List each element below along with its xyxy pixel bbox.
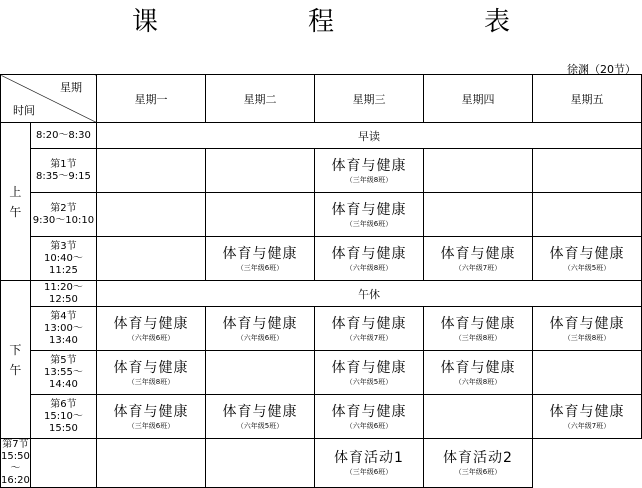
time-range: 13:55～14:40	[44, 366, 83, 390]
schedule-cell	[423, 237, 532, 281]
time-cell	[30, 281, 96, 307]
subject-label: 体育与健康	[440, 245, 516, 262]
subject-label: 体育活动1	[334, 450, 404, 466]
period-label: 第2节	[50, 202, 77, 214]
subject-label: 体育与健康	[113, 403, 189, 420]
schedule-cell	[423, 149, 532, 193]
schedule-cell	[532, 237, 641, 281]
time-cell	[30, 307, 96, 351]
class-label: （六年级8班）	[345, 263, 393, 272]
schedule-cell	[532, 149, 641, 193]
subject-label: 体育与健康	[440, 315, 516, 332]
schedule-cell	[30, 439, 96, 488]
schedule-cell	[423, 307, 532, 351]
schedule-cell	[532, 351, 641, 395]
class-label: （六年级8班）	[454, 377, 502, 386]
class-label: （三年级6班）	[454, 468, 502, 476]
period-row	[1, 307, 642, 351]
schedule-cell	[97, 193, 206, 237]
teacher-label: 徐渊（20节）	[567, 63, 636, 76]
period-label: 第6节	[50, 398, 77, 410]
subject-label: 体育与健康	[222, 403, 298, 420]
schedule-cell	[423, 439, 532, 488]
subject-label: 体育与健康	[331, 359, 407, 376]
time-cell	[30, 149, 96, 193]
time-range: 8:20～8:30	[35, 129, 91, 141]
schedule-cell	[315, 307, 424, 351]
subject-label: 体育与健康	[331, 315, 407, 332]
subject-label: 体育与健康	[549, 403, 625, 420]
class-label: （三年级6班）	[345, 468, 393, 476]
time-cell	[1, 439, 31, 488]
subject-label: 体育与健康	[331, 157, 407, 174]
page-title: 课 程 表	[131, 7, 572, 37]
time-range: 9:30～10:10	[32, 214, 95, 226]
day-header-2: 星期二	[206, 75, 315, 123]
class-label: （三年级8班）	[345, 175, 393, 184]
period-label: 第5节	[50, 354, 77, 366]
class-label: （三年级8班）	[454, 333, 502, 342]
time-cell	[30, 237, 96, 281]
period-label: 第1节	[50, 158, 77, 170]
class-label: （三年级6班）	[127, 421, 175, 430]
weekday-header-label: 星期	[60, 81, 83, 94]
schedule-cell	[206, 439, 315, 488]
time-cell	[30, 193, 96, 237]
subject-label: 体育与健康	[331, 245, 407, 262]
time-cell	[30, 395, 96, 439]
schedule-cell	[97, 237, 206, 281]
schedule-cell	[315, 351, 424, 395]
time-cell	[30, 351, 96, 395]
period-row	[1, 351, 642, 395]
corner-cell	[1, 75, 97, 123]
half-day-afternoon	[1, 281, 31, 439]
subject-label: 体育与健康	[113, 359, 189, 376]
class-label: （三年级6班）	[345, 219, 393, 228]
schedule-cell	[97, 439, 206, 488]
period-row	[1, 237, 642, 281]
schedule-cell	[315, 439, 424, 488]
class-label: （六年级7班）	[563, 421, 611, 430]
period-row	[1, 439, 642, 488]
schedule-cell	[315, 149, 424, 193]
time-range: 15:50～16:20	[1, 451, 30, 486]
schedule-cell	[423, 351, 532, 395]
subject-label: 体育与健康	[549, 245, 625, 262]
schedule-cell	[97, 307, 206, 351]
subject-label: 体育与健康	[440, 359, 516, 376]
schedule-table	[0, 74, 642, 488]
header-row	[1, 75, 642, 123]
schedule-cell	[206, 395, 315, 439]
subject-label: 体育与健康	[331, 201, 407, 218]
class-label: （六年级6班）	[127, 333, 175, 342]
schedule-cell	[315, 395, 424, 439]
span-cell: 午休	[97, 281, 642, 307]
subject-label: 体育与健康	[113, 315, 189, 332]
class-label: （六年级5班）	[563, 263, 611, 272]
span-row	[1, 123, 642, 149]
schedule-cell	[97, 395, 206, 439]
class-label: （三年级6班）	[236, 263, 284, 272]
class-label: （六年级7班）	[454, 263, 502, 272]
class-label: （三年级8班）	[127, 377, 175, 386]
class-label: （三年级8班）	[563, 333, 611, 342]
schedule-cell	[206, 193, 315, 237]
time-range: 10:40～11:25	[44, 252, 83, 276]
schedule-cell	[206, 237, 315, 281]
day-header-1: 星期一	[97, 75, 206, 123]
half-day-label: 上午	[9, 184, 22, 219]
period-row	[1, 193, 642, 237]
day-header-4: 星期四	[423, 75, 532, 123]
time-range: 13:00～13:40	[44, 322, 83, 346]
half-day-label: 下午	[9, 342, 22, 377]
time-range: 11:20～12:50	[44, 281, 83, 305]
half-day-morning	[1, 123, 31, 281]
subject-label: 体育与健康	[549, 315, 625, 332]
period-row	[1, 395, 642, 439]
period-row	[1, 149, 642, 193]
schedule-cell	[532, 193, 641, 237]
schedule-cell	[423, 193, 532, 237]
class-label: （六年级5班）	[345, 377, 393, 386]
schedule-cell	[315, 193, 424, 237]
class-label: （六年级5班）	[236, 421, 284, 430]
schedule-cell	[206, 351, 315, 395]
class-label: （六年级6班）	[236, 333, 284, 342]
time-range: 15:10～15:50	[44, 410, 83, 434]
schedule-cell	[315, 237, 424, 281]
day-header-5: 星期五	[532, 75, 641, 123]
period-label: 第3节	[50, 240, 77, 252]
subject-label: 体育活动2	[443, 450, 513, 466]
span-cell: 早读	[97, 123, 642, 149]
schedule-cell	[97, 149, 206, 193]
subject-label: 体育与健康	[222, 315, 298, 332]
subject-label: 体育与健康	[222, 245, 298, 262]
day-header-3: 星期三	[315, 75, 424, 123]
schedule-cell	[532, 307, 641, 351]
class-label: （六年级6班）	[345, 421, 393, 430]
schedule-cell	[97, 351, 206, 395]
period-label: 第7节	[2, 439, 29, 450]
time-header-label: 时间	[13, 104, 35, 117]
subject-label: 体育与健康	[331, 403, 407, 420]
schedule-cell	[206, 307, 315, 351]
span-row	[1, 281, 642, 307]
time-range: 8:35～9:15	[35, 170, 91, 182]
period-label: 第4节	[50, 310, 77, 322]
schedule-cell	[206, 149, 315, 193]
schedule-cell	[423, 395, 532, 439]
class-label: （六年级7班）	[345, 333, 393, 342]
time-cell	[30, 123, 96, 149]
schedule-cell	[532, 395, 641, 439]
